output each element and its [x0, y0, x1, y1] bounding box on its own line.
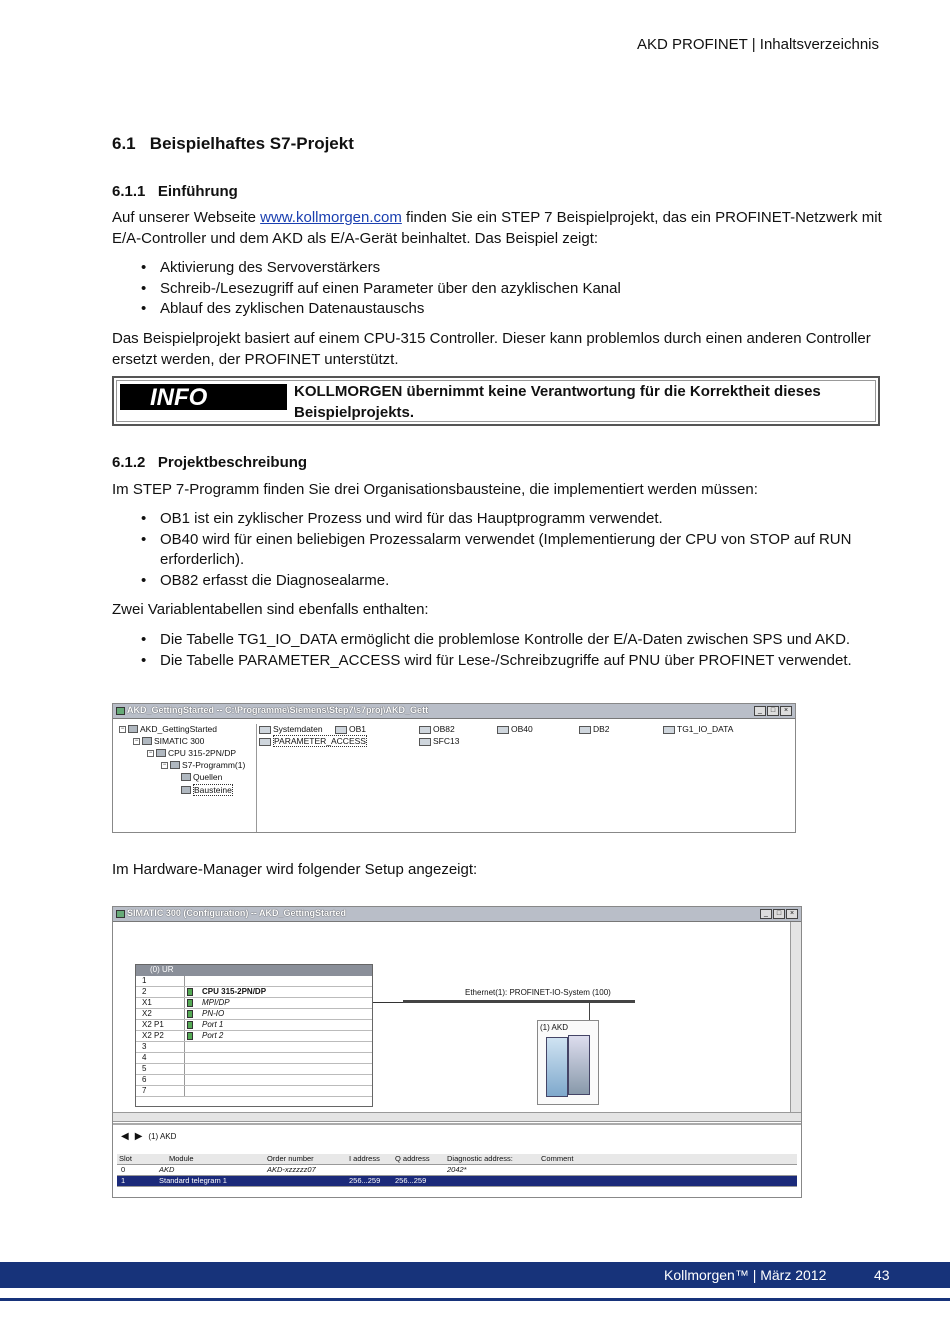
module-icon	[187, 999, 193, 1007]
page-number: 43	[874, 1267, 890, 1283]
rack-slot-number: X2 P1	[142, 1020, 164, 1029]
minimize-icon[interactable]: _	[760, 909, 772, 919]
column-header[interactable]: Comment	[541, 1154, 574, 1163]
drive-image	[546, 1037, 568, 1097]
rack-module-name: Port 1	[202, 1020, 224, 1029]
app-icon	[116, 910, 125, 918]
ob-bullet-list	[112, 509, 882, 591]
column-header[interactable]: Module	[169, 1154, 194, 1163]
list-item: • Aktivierung des Servoverstärkers	[112, 258, 882, 279]
rack-slot-number: 3	[142, 1042, 147, 1051]
table-bullet-list	[112, 630, 882, 671]
block-ob82[interactable]: OB82	[419, 724, 455, 734]
info-badge: INFO	[120, 384, 287, 410]
rack-slot-number: 2	[142, 987, 147, 996]
module-icon	[187, 1021, 193, 1029]
back-arrow-icon[interactable]: ◀	[121, 1131, 129, 1142]
block-icon	[419, 726, 431, 734]
horizontal-scrollbar[interactable]	[113, 1112, 801, 1122]
step7-project-window	[112, 703, 796, 833]
intro-paragraph-2: Das Beispielprojekt basiert auf einem CPU-315 Controller. Dieser kann problemlos durch einen anderen Controller ersetzt werden, der PROFINET unterstützt.	[112, 330, 871, 368]
rack-slot-row[interactable]	[136, 1031, 372, 1042]
list-item: • Schreib-/Lesezugriff auf einen Parameter über den azyklischen Kanal	[112, 279, 882, 300]
var-table-icon	[663, 726, 675, 734]
column-header[interactable]: I address	[349, 1154, 380, 1163]
vertical-scrollbar[interactable]	[790, 922, 801, 1112]
rack-slot-number: 1	[142, 976, 147, 985]
block-icon	[335, 726, 347, 734]
intro-bullet-list	[112, 258, 882, 320]
var-table-icon	[259, 738, 271, 746]
rack-slot-number: 4	[142, 1053, 147, 1062]
block-ob1[interactable]: OB1	[335, 724, 366, 734]
module-icon	[187, 1010, 193, 1018]
module-icon	[187, 988, 193, 996]
module-icon	[187, 1032, 193, 1040]
list-item: • Ablauf des zyklischen Datenaustauschs	[112, 299, 882, 320]
table-header-row	[117, 1154, 797, 1165]
rack-slot-row[interactable]	[136, 976, 372, 987]
rack-slot-row[interactable]	[136, 1053, 372, 1064]
table-row-selected[interactable]: 1 Standard telegram 1 256...259 256...259	[117, 1176, 797, 1187]
tree-node-simatic[interactable]: − SIMATIC 300	[134, 736, 205, 746]
app-icon	[116, 707, 125, 715]
rack-slot-row[interactable]	[136, 1020, 372, 1031]
rack-slot-number: 7	[142, 1086, 147, 1095]
project-paragraph-3: Im Hardware-Manager wird folgender Setup angezeigt:	[112, 861, 478, 878]
block-systemdaten[interactable]: Systemdaten	[259, 724, 323, 734]
info-text: KOLLMORGEN übernimmt keine Verantwortung für die Korrektheit dieses Beispielprojekts.	[294, 383, 821, 421]
rack-module-name: CPU 315-2PN/DP	[202, 987, 267, 996]
rack-slot-number: 6	[142, 1075, 147, 1084]
block-icon	[419, 738, 431, 746]
rack-slot-number: 5	[142, 1064, 147, 1073]
forward-arrow-icon[interactable]: ▶	[134, 1131, 143, 1142]
rack-slot-row[interactable]	[136, 987, 372, 998]
block-tg1-io-data[interactable]: TG1_IO_DATA	[663, 724, 733, 734]
rack-module-name: MPI/DP	[202, 998, 230, 1007]
maximize-icon[interactable]: □	[767, 706, 779, 716]
rack-module-name: Port 2	[202, 1031, 224, 1040]
rack-title: (0) UR	[136, 965, 372, 976]
rack-slot-row[interactable]	[136, 998, 372, 1009]
tree-node-cpu[interactable]: − CPU 315-2PN/DP	[148, 748, 237, 758]
info-box	[112, 376, 880, 426]
rack-slot-number: X2 P2	[142, 1031, 164, 1040]
column-header[interactable]: Slot	[119, 1154, 132, 1163]
footer-text: Kollmorgen™ | März 2012	[664, 1267, 827, 1283]
drive-image	[568, 1035, 590, 1095]
profinet-line[interactable]	[403, 1000, 635, 1003]
rack-slot-number: X2	[142, 1009, 152, 1018]
list-item: • Die Tabelle PARAMETER_ACCESS wird für Lese-/Schreibzugriffe auf PNU über PROFINET verwendet.	[112, 651, 882, 672]
splitter[interactable]	[113, 1123, 801, 1125]
section-title: 6.1 Beispielhaftes S7-Projekt	[112, 134, 354, 153]
list-item: • Die Tabelle TG1_IO_DATA ermöglicht die problemlose Kontrolle der E/A-Daten zwischen SPS und AKD.	[112, 630, 882, 651]
device-label: (1) AKD	[540, 1023, 569, 1032]
rack-slot-row[interactable]	[136, 1009, 372, 1020]
rack-slot-row[interactable]	[136, 1042, 372, 1053]
block-db2[interactable]: DB2	[579, 724, 610, 734]
column-header[interactable]: Diagnostic address:	[447, 1154, 513, 1163]
rack[interactable]	[135, 964, 373, 1107]
bottom-pane-title: (1) AKD	[148, 1132, 177, 1141]
list-item: • OB1 ist ein zyklischer Prozess und wird für das Hauptprogramm verwendet.	[112, 509, 882, 530]
window-title: SIMATIC 300 (Configuration) -- AKD_GettingStarted	[127, 908, 346, 918]
window-titlebar	[113, 704, 795, 719]
folder-icon	[259, 726, 271, 734]
running-header: AKD PROFINET | Inhaltsverzeichnis	[636, 36, 879, 53]
intro-text-pre: Auf unserer Webseite	[112, 209, 261, 226]
block-parameter-access[interactable]: PARAMETER_ACCESS	[259, 736, 367, 746]
window-title: AKD_GettingStarted -- C:\Programme\Siemens\Step7\s7proj\AKD_Gett	[127, 705, 429, 715]
footer-rule	[0, 1298, 950, 1301]
column-header[interactable]: Q address	[395, 1154, 430, 1163]
rack-module-name: PN-IO	[202, 1009, 225, 1018]
rack-slot-number: X1	[142, 998, 152, 1007]
maximize-icon[interactable]: □	[773, 909, 785, 919]
close-icon[interactable]: ×	[786, 909, 798, 919]
module-table	[117, 1154, 797, 1187]
station-view	[113, 922, 790, 1112]
tree-node-sources[interactable]: Quellen	[181, 772, 222, 782]
rack-slot-row[interactable]	[136, 1075, 372, 1086]
block-icon	[579, 726, 591, 734]
subsection-heading-project: 6.1.2 Projektbeschreibung	[112, 454, 308, 471]
project-paragraph-1: Im STEP 7-Programm finden Sie drei Organisationsbausteine, die implementiert werden müssen:	[112, 481, 758, 498]
network-label: Ethernet(1): PROFINET-IO-System (100)	[465, 988, 611, 997]
akd-device[interactable]	[537, 1020, 599, 1105]
tree-node-program[interactable]: − S7-Programm(1)	[162, 760, 246, 770]
table-row[interactable]: 0 AKD AKD-xzzzzz07 2042*	[117, 1165, 797, 1176]
block-sfc13[interactable]: SFC13	[419, 736, 459, 746]
list-item: • OB40 wird für einen beliebigen Prozessalarm verwendet (Implementierung der CPU von STOP auf RUN erforderlich).	[112, 530, 882, 571]
bottom-pane-toolbar	[121, 1131, 176, 1142]
block-ob40[interactable]: OB40	[497, 724, 533, 734]
minimize-icon[interactable]: _	[754, 706, 766, 716]
intro-paragraph	[112, 208, 882, 249]
hw-config-window	[112, 906, 802, 1198]
rack-slot-row[interactable]	[136, 1064, 372, 1075]
network-link	[373, 1002, 403, 1003]
list-item: • OB82 erfasst die Diagnosealarme.	[112, 571, 882, 592]
intro-text-post: finden Sie ein STEP 7 Beispielprojekt, das ein PROFINET-Netzwerk mit E/A-Controller und dem AKD als E/A-Gerät beinhaltet. Das Beispiel zeigt:	[112, 209, 882, 247]
project-paragraph-2: Zwei Variablentabellen sind ebenfalls enthalten:	[112, 601, 429, 618]
close-icon[interactable]: ×	[780, 706, 792, 716]
tree-node-blocks[interactable]: Bausteine	[181, 784, 233, 796]
project-tree	[117, 724, 257, 832]
subsection-heading-intro: 6.1.1 Einführung	[112, 183, 238, 200]
window-titlebar	[113, 907, 801, 922]
kollmorgen-link[interactable]: www.kollmorgen.com	[260, 209, 402, 226]
column-header[interactable]: Order number	[267, 1154, 314, 1163]
rack-slot-row[interactable]	[136, 1086, 372, 1097]
block-icon	[497, 726, 509, 734]
footer-bar	[0, 1262, 950, 1288]
tree-node-project[interactable]: − AKD_GettingStarted	[120, 724, 218, 734]
